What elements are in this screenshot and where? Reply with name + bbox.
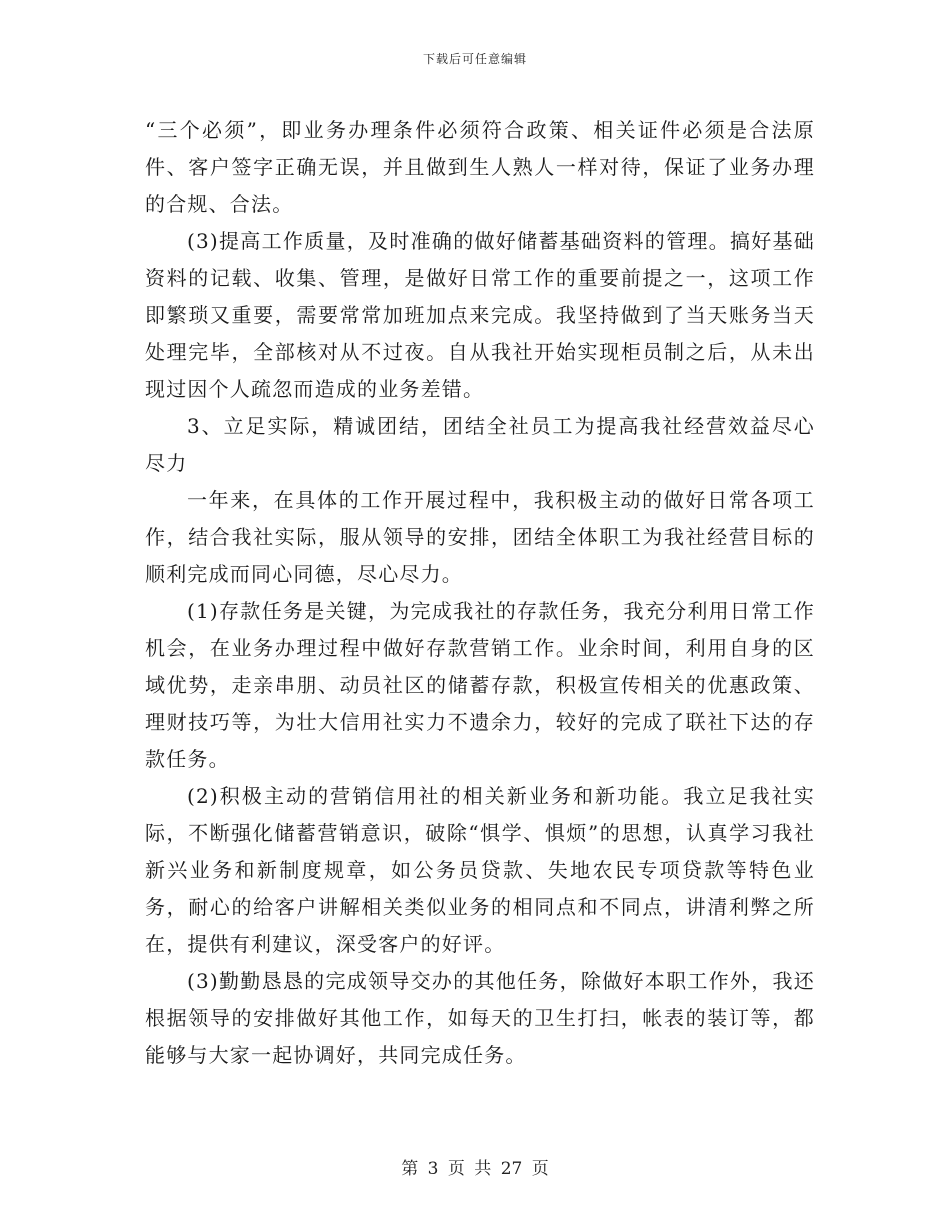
paragraph-item-1-deposit: (1)存款任务是关键，为完成我社的存款任务，我充分利用日常工作机会，在业务办理过程中做好存款营销工作。业余时间，利用自身的区域优势，走亲串朋、动员社区的储蓄存款，积极宣传相关的优惠政策、理财技巧等，为壮大信用社实力不遗余力，较好的完成了联社下达的存款任务。 [145, 599, 815, 771]
document-body [145, 112, 815, 1074]
section-heading-3: 3、立足实际，精诚团结，团结全社员工为提高我社经营效益尽心尽力 [145, 414, 815, 475]
page-number-footer: 第 3 页 共 27 页 [401, 1159, 549, 1179]
paragraph-intro: 一年来，在具体的工作开展过程中，我积极主动的做好日常各项工作，结合我社实际，服从领导的安排，团结全体职工为我社经营目标的顺利完成而同心同德，尽心尽力。 [145, 488, 815, 586]
paragraph-item-3-other-tasks: (3)勤勤恳恳的完成领导交办的其他任务，除做好本职工作外，我还根据领导的安排做好其他工作，如每天的卫生打扫，帐表的装订等，都能够与大家一起协调好，共同完成任务。 [145, 969, 815, 1067]
paragraph-continuation: “三个必须”，即业务办理条件必须符合政策、相关证件必须是合法原件、客户签字正确无误，并且做到生人熟人一样对待，保证了业务办理的合规、合法。 [145, 118, 815, 216]
paragraph-item-2-marketing: (2)积极主动的营销信用社的相关新业务和新功能。我立足我社实际，不断强化储蓄营销意识，破除“惧学、惧烦”的思想，认真学习我社新兴业务和新制度规章，如公务员贷款、失地农民专项贷款等特色业务，耐心的给客户讲解相关类似业务的相同点和不同点，讲清利弊之所在，提供有利建议，深受客户的好评。 [145, 784, 815, 956]
paragraph-item-3-quality: (3)提高工作质量，及时准确的做好储蓄基础资料的管理。搞好基础资料的记载、收集、管理，是做好日常工作的重要前提之一，这项工作即繁琐又重要，需要常常加班加点来完成。我坚持做到了当天账务当天处理完毕，全部核对从不过夜。自从我社开始实现柜员制之后，从未出现过因个人疏忽而造成的业务差错。 [145, 229, 815, 401]
page-header: 下载后可任意编辑 [422, 52, 527, 66]
